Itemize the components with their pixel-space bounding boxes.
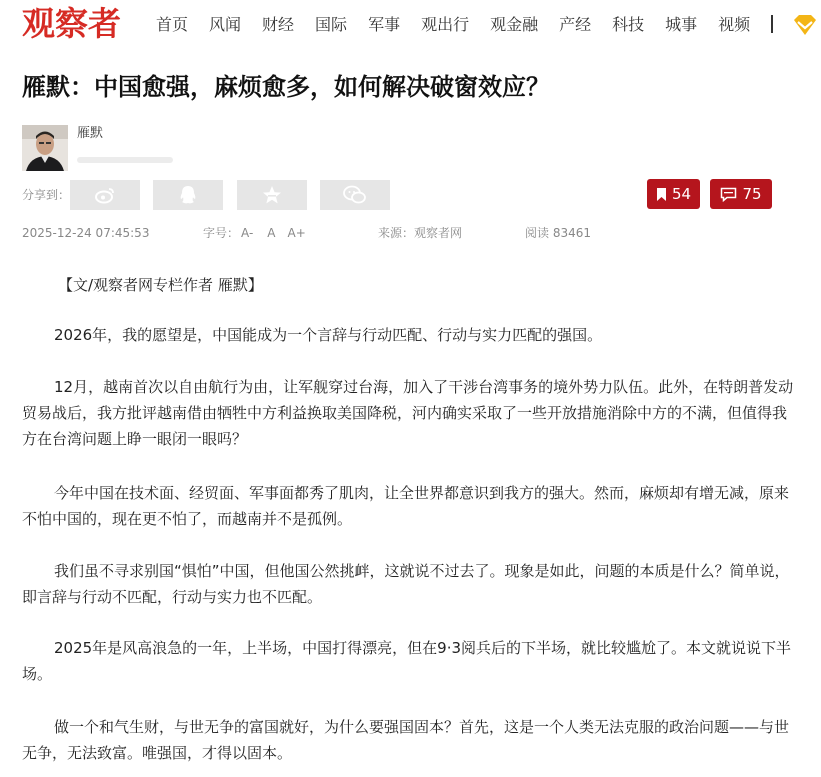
article-paragraph: 12月，越南首次以自由航行为由，让军舰穿过台海，加入了干涉台湾事务的境外势力队伍。此外，在特朗普发动贸易战后，我方批评越南借由牺牲中方利益换取美国降税，河内确实采取了一些开放措施消除中方的不满，但值得我方在台湾问题上睁一眼闭一眼吗？ — [22, 378, 794, 448]
article-paragraph: 今年中国在技术面、经贸面、军事面都秀了肌肉，让全世界都意识到我方的强大。然而，麻烦却有增无减，原来不怕中国的，现在更不怕了，而越南并不是孤例。 — [22, 484, 790, 528]
article-title: 雁默：中国愈强，麻烦愈多，如何解决破窗效应？ — [22, 73, 550, 101]
article-paragraph: 【文/观察者网专栏作者 雁默】 — [58, 276, 263, 294]
nav-item-video[interactable]: 视频 — [718, 15, 751, 34]
bookmark-count: 54 — [671, 185, 692, 203]
article-paragraph: 2025年是风高浪急的一年，上半场，中国打得漂亮，但在9·3阅兵后的下半场，就比较尴尬了。本文就说说下半场。 — [22, 639, 792, 683]
comment-count: 75 — [742, 185, 762, 203]
font-size-control — [203, 225, 306, 241]
nav-item-tech[interactable]: 科技 — [612, 15, 645, 34]
site-logo[interactable]: 观察者 — [22, 4, 121, 43]
bookmark-button[interactable] — [647, 179, 700, 209]
share-label: 分享到： — [22, 188, 71, 202]
author-description-blurred — [77, 154, 177, 166]
top-navigation — [0, 0, 821, 52]
comment-icon — [720, 187, 737, 202]
nav-item-industry[interactable]: 产经 — [559, 15, 592, 34]
publish-date: 2025-12-24 07:45:53 — [22, 226, 150, 240]
author-name[interactable]: 雁默 — [77, 126, 104, 141]
share-qzone-button[interactable] — [237, 180, 307, 210]
nav-item-finance[interactable]: 财经 — [262, 15, 295, 34]
nav-item-home[interactable]: 首页 — [156, 15, 189, 34]
font-size-label: 字号： — [203, 226, 240, 240]
share-qq-button[interactable] — [153, 180, 223, 210]
nav-item-fengwen[interactable]: 风闻 — [209, 15, 242, 34]
font-size-default-button[interactable]: A — [267, 226, 276, 240]
author-avatar[interactable] — [22, 125, 68, 171]
nav-item-military[interactable]: 军事 — [368, 15, 401, 34]
read-count: 阅读 83461 — [525, 226, 591, 240]
font-size-increase-button[interactable]: A+ — [287, 226, 306, 240]
font-size-decrease-button[interactable]: A- — [241, 226, 254, 240]
weibo-icon — [94, 186, 116, 204]
article-source: 来源：观察者网 — [378, 226, 463, 240]
nav-item-fintech[interactable]: 观金融 — [490, 15, 539, 34]
nav-item-travel[interactable]: 观出行 — [421, 15, 470, 34]
bookmark-icon — [656, 187, 667, 202]
article-paragraph: 我们虽不寻求别国“惧怕”中国，但他国公然挑衅，这就说不过去了。现象是如此，问题的本质是什么？简单说，即言辞与行动不匹配，行动与实力也不匹配。 — [22, 562, 790, 606]
wechat-icon — [343, 185, 367, 205]
comment-button[interactable] — [710, 179, 772, 209]
share-weibo-button[interactable] — [70, 180, 140, 210]
article-paragraph: 2026年，我的愿望是，中国能成为一个言辞与行动匹配、行动与实力匹配的强国。 — [54, 326, 603, 344]
nav-menu — [156, 14, 771, 36]
qzone-star-icon — [262, 185, 282, 205]
vip-diamond-icon[interactable] — [792, 14, 818, 36]
share-wechat-button[interactable] — [320, 180, 390, 210]
nav-divider — [771, 15, 773, 33]
qq-icon — [179, 185, 197, 205]
nav-item-international[interactable]: 国际 — [315, 15, 348, 34]
nav-item-city[interactable]: 城事 — [665, 15, 698, 34]
article-paragraph: 做一个和气生财，与世无争的富国就好，为什么要强国固本？首先，这是一个人类无法克服的政治问题——与世无争，无法致富。唯强国，才得以固本。 — [22, 718, 790, 762]
